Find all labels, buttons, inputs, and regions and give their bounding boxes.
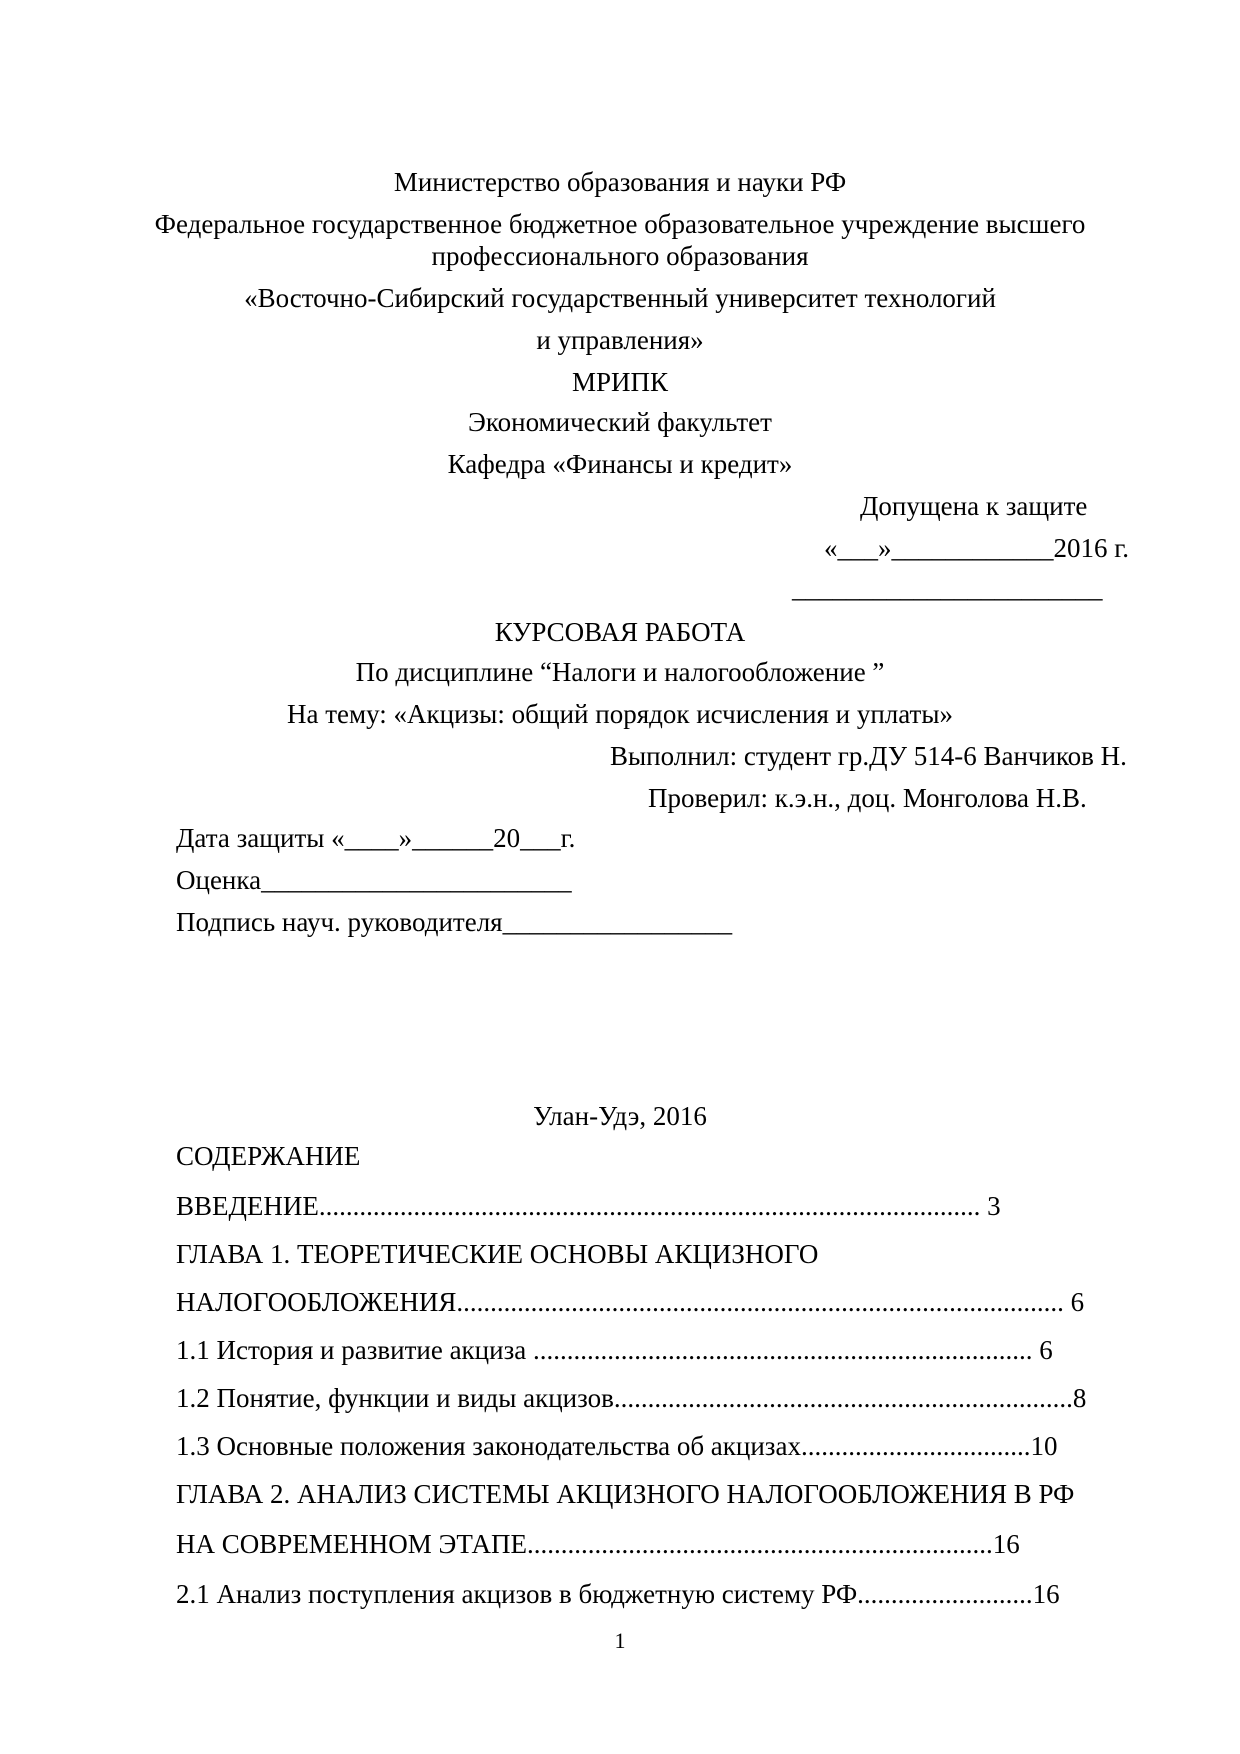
- toc-chapter-1-line-2: НАЛОГООБЛОЖЕНИЯ.......................................................................................... 6: [176, 1287, 1085, 1317]
- grade-line: Оценка_______________________: [176, 865, 572, 895]
- admission-date-line: «___»____________2016 г.: [824, 533, 1130, 563]
- faculty: Экономический факультет: [468, 407, 772, 437]
- toc-intro: ВВЕДЕНИЕ.................................................................................................. 3: [176, 1191, 1001, 1221]
- city-year: Улан-Удэ, 2016: [533, 1101, 707, 1131]
- author: Выполнил: студент гр.ДУ 514-6 Ванчиков Н.: [610, 741, 1127, 771]
- toc-chapter-1-line-1: ГЛАВА 1. ТЕОРЕТИЧЕСКИЕ ОСНОВЫ АКЦИЗНОГО: [176, 1239, 819, 1269]
- branch: МРИПК: [571, 367, 669, 397]
- toc-section-1-1: 1.1 История и развитие акциза .......................................................................... 6: [176, 1335, 1053, 1365]
- university-line-1: «Восточно-Сибирский государственный университет технологий: [244, 283, 996, 313]
- university-line-2: и управления»: [536, 325, 704, 355]
- toc-title: СОДЕРЖАНИЕ: [176, 1141, 361, 1171]
- institution-line-1: Федеральное государственное бюджетное образовательное учреждение высшего: [154, 209, 1086, 239]
- defense-date: Дата защиты «____»______20___г.: [176, 823, 576, 853]
- topic: На тему: «Акцизы: общий порядок исчисления и уплаты»: [287, 699, 953, 729]
- page-number: 1: [614, 1628, 626, 1653]
- toc-section-1-3: 1.3 Основные положения законодательства об акцизах..................................10: [176, 1431, 1058, 1461]
- reviewer: Проверил: к.э.н., доц. Монголова Н.В.: [648, 783, 1087, 813]
- toc-chapter-2-line-2: НА СОВРЕМЕННОМ ЭТАПЕ.....................................................................16: [176, 1529, 1020, 1559]
- toc-section-2-1: 2.1 Анализ поступления акцизов в бюджетную систему РФ..........................16: [176, 1579, 1060, 1609]
- department: Кафедра «Финансы и кредит»: [447, 449, 793, 479]
- admission-signature-line: _______________________: [792, 573, 1103, 603]
- institution-line-2: профессионального образования: [431, 241, 809, 271]
- toc-section-1-2: 1.2 Понятие, функции и виды акцизов....................................................................8: [176, 1383, 1087, 1413]
- ministry: Министерство образования и науки РФ: [393, 167, 847, 197]
- work-type: КУРСОВАЯ РАБОТА: [494, 617, 746, 647]
- supervisor-signature: Подпись науч. руководителя_________________: [176, 907, 733, 937]
- toc-chapter-2-line-1: ГЛАВА 2. АНАЛИЗ СИСТЕМЫ АКЦИЗНОГО НАЛОГООБЛОЖЕНИЯ В РФ: [176, 1479, 1075, 1509]
- discipline: По дисциплине “Налоги и налогообложение ”: [355, 657, 885, 687]
- admission-label: Допущена к защите: [860, 491, 1088, 521]
